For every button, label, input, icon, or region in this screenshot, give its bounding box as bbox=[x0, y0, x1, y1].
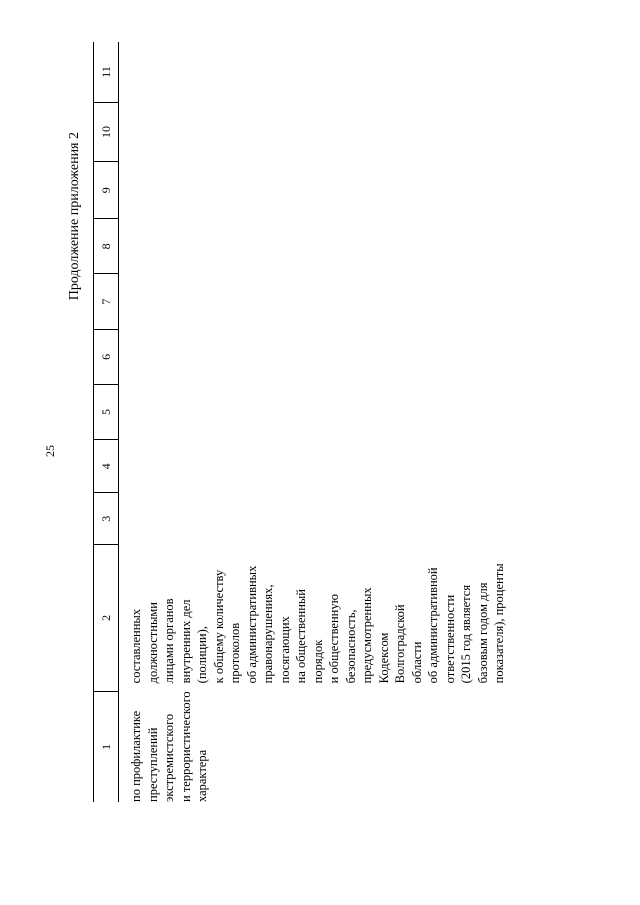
cell-text-line: экстремистского bbox=[162, 713, 176, 802]
cell-text-line: посягающих bbox=[277, 616, 292, 684]
cell-text-line: протоколов bbox=[228, 622, 242, 684]
table-body bbox=[119, 42, 508, 802]
cell-text-line: об административных bbox=[244, 565, 259, 684]
column-number-6: 6 bbox=[94, 329, 119, 384]
cell-text-line: показателя), проценты bbox=[492, 563, 506, 684]
cell-text-line: составленных bbox=[129, 608, 143, 684]
cell-text-line: (полиции), bbox=[195, 626, 209, 684]
cell-text-line: порядок bbox=[310, 639, 325, 684]
column-number-row bbox=[94, 42, 119, 802]
column-number-7: 7 bbox=[94, 274, 119, 329]
column-number-4: 4 bbox=[94, 440, 119, 493]
cell-text-line: и террористического bbox=[178, 691, 193, 802]
cell-text-line: внутренних дел bbox=[178, 599, 193, 684]
table-cell-col-3 bbox=[119, 493, 508, 544]
appendix-table bbox=[93, 42, 508, 802]
table-cell-col-6 bbox=[119, 329, 508, 384]
column-number-11: 11 bbox=[94, 42, 119, 102]
table-cell-col-2 bbox=[119, 544, 508, 691]
table-cell-col-9 bbox=[119, 162, 508, 219]
cell-text-line: лицами органов bbox=[162, 598, 176, 684]
table-cell-col-5 bbox=[119, 384, 508, 439]
cell-text-line: области bbox=[409, 641, 424, 684]
cell-text-line: на общественный bbox=[294, 589, 308, 684]
table-cell-col-1 bbox=[119, 691, 508, 802]
cell-text-line: базовым годом для bbox=[475, 582, 490, 684]
column-number-8: 8 bbox=[94, 219, 119, 274]
column-number-9: 9 bbox=[94, 162, 119, 219]
cell-text-line: (2015 год является bbox=[459, 584, 473, 684]
table-cell-col-7 bbox=[119, 274, 508, 329]
continuation-label: Продолжение приложения 2 bbox=[67, 132, 82, 301]
column-number-1: 1 bbox=[94, 691, 119, 802]
table-cell-col-4 bbox=[119, 440, 508, 493]
cell-text-line: по профилактике bbox=[129, 710, 143, 802]
cell-text-line: безопасность, bbox=[343, 609, 358, 684]
page-number: 25 bbox=[43, 445, 57, 457]
cell-text-line: должностными bbox=[145, 602, 160, 684]
column-number-5: 5 bbox=[94, 384, 119, 439]
cell-text-line: к общему количеству bbox=[211, 569, 226, 684]
column-number-2: 2 bbox=[94, 544, 119, 691]
column-number-3: 3 bbox=[94, 493, 119, 544]
rotated-page-content bbox=[65, 42, 575, 862]
cell-text-line: Волгоградской bbox=[393, 604, 407, 684]
cell-text-line: характера bbox=[195, 749, 209, 802]
table-cell-col-10 bbox=[119, 102, 508, 161]
table-cell-col-8 bbox=[119, 219, 508, 274]
cell-text-line: Кодексом bbox=[376, 632, 391, 684]
cell-text-line: и общественную bbox=[327, 594, 341, 684]
cell-text-line: преступлений bbox=[145, 727, 160, 802]
column-number-10: 10 bbox=[94, 102, 119, 161]
table-cell-col-11 bbox=[119, 42, 508, 102]
table-row bbox=[119, 42, 508, 802]
cell-text-line: ответственности bbox=[442, 594, 457, 684]
cell-text-line: предусмотренных bbox=[360, 587, 374, 684]
cell-text-line: правонарушениях, bbox=[261, 584, 275, 684]
cell-text-line: об административной bbox=[426, 567, 440, 684]
